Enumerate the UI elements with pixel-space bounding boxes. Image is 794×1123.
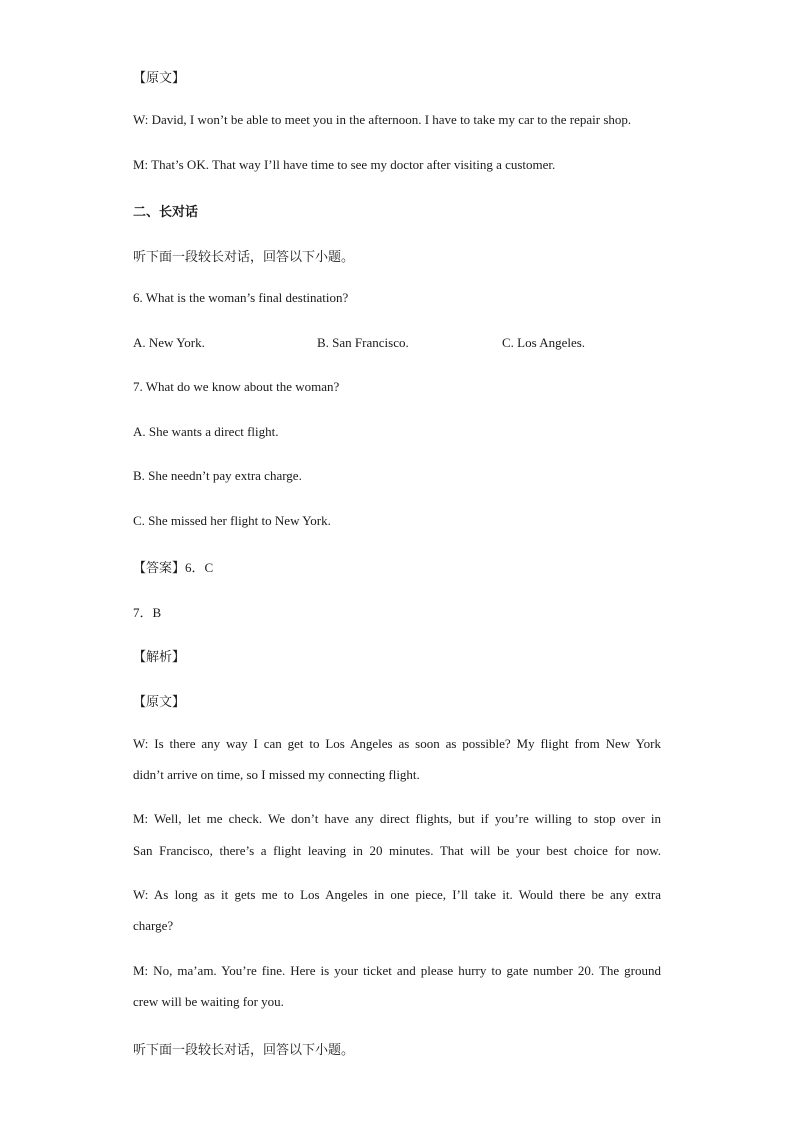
options-row <box>133 335 661 353</box>
dialog-line: M: Well, let me check. We don’t have any direct flights, but if you’re willing to stop over in <box>133 811 661 826</box>
original-text-heading: 【原文】 <box>133 694 186 709</box>
section-title: 二、长对话 <box>133 205 199 220</box>
instruction: 听下面一段较长对话，回答以下小题。 <box>133 249 355 264</box>
analysis-heading: 【解析】 <box>133 649 186 664</box>
dialog-line: San Francisco, there’s a flight leaving in 20 minutes. That will be your best choice for now. <box>133 843 661 858</box>
answer-6: 【答案】6．C <box>133 560 214 575</box>
original-text-heading: 【原文】 <box>133 70 186 85</box>
question-7: 7. What do we know about the woman? <box>133 379 340 394</box>
option-b: B. She needn’t pay extra charge. <box>133 468 302 483</box>
option-b: B. San Francisco. <box>317 335 409 350</box>
dialog-line: M: That’s OK. That way I’ll have time to see my doctor after visiting a customer. <box>133 157 556 172</box>
dialog-line: didn’t arrive on time, so I missed my connecting flight. <box>133 767 420 782</box>
option-c: C. Los Angeles. <box>502 335 586 350</box>
option-c: C. She missed her flight to New York. <box>133 513 331 528</box>
option-a: A. She wants a direct flight. <box>133 424 279 439</box>
dialog-line: W: Is there any way I can get to Los Angeles as soon as possible? My flight from New York <box>133 736 661 751</box>
instruction: 听下面一段较长对话，回答以下小题。 <box>133 1042 355 1057</box>
answer-7: 7．B <box>133 605 162 620</box>
dialog-line: W: David, I won’t be able to meet you in the afternoon. I have to take my car to the repair shop. <box>133 112 632 127</box>
dialog-line: charge? <box>133 918 174 933</box>
option-a: A. New York. <box>133 335 205 350</box>
dialog-line: M: No, ma’am. You’re fine. Here is your ticket and please hurry to gate number 20. The ground <box>133 963 661 978</box>
dialog-line: W: As long as it gets me to Los Angeles in one piece, I’ll take it. Would there be any extra <box>133 887 661 902</box>
dialog-line: crew will be waiting for you. <box>133 994 284 1009</box>
question-6: 6. What is the woman’s final destination? <box>133 290 349 305</box>
